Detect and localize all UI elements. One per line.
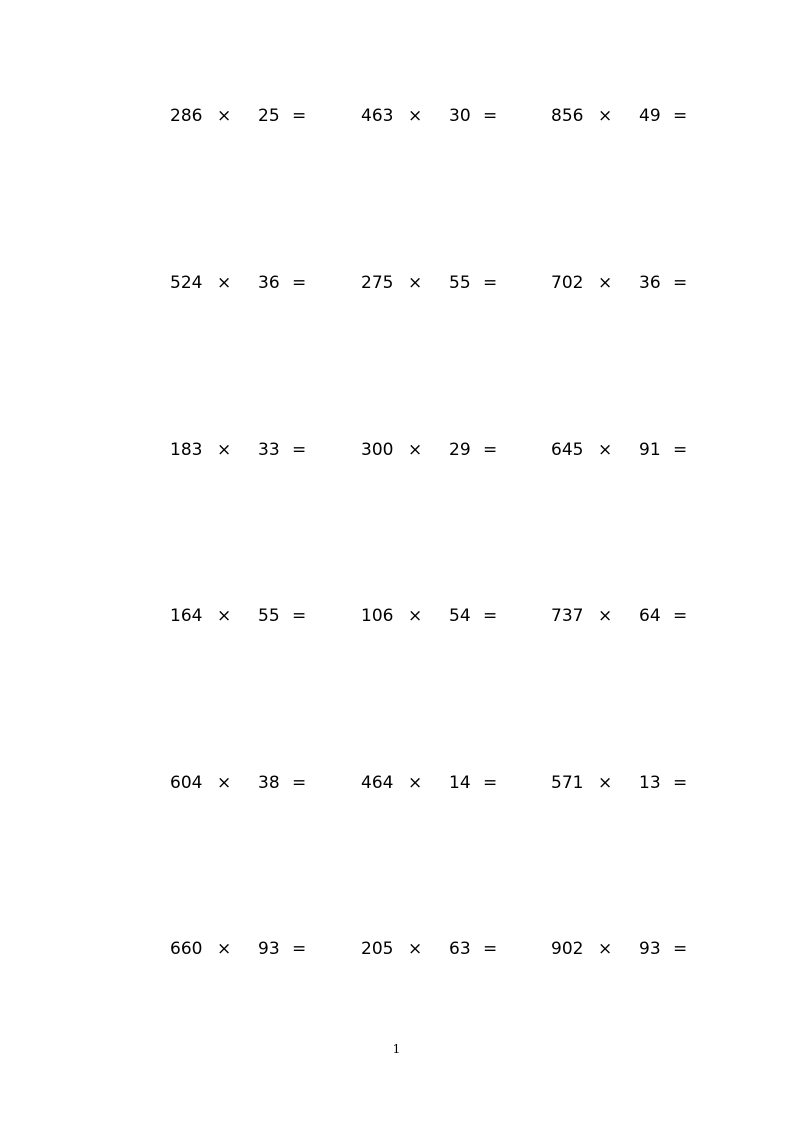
multiply-sign: × [408, 773, 423, 793]
multiply-sign: × [217, 273, 232, 293]
multiply-sign: × [408, 939, 423, 959]
multiplier: 49 [639, 106, 661, 126]
multiplication-problem [361, 934, 521, 964]
multiplication-problem [170, 268, 330, 298]
multiplication-problem [551, 768, 711, 798]
multiplicand: 856 [551, 106, 584, 126]
multiplier: 30 [449, 106, 471, 126]
multiplication-problem [361, 101, 521, 131]
multiplier: 93 [258, 939, 280, 959]
multiplier: 38 [258, 773, 280, 793]
multiplication-problem [361, 435, 521, 465]
multiplicand: 286 [170, 106, 203, 126]
multiplicand: 464 [361, 773, 394, 793]
multiply-sign: × [408, 106, 423, 126]
multiplication-problem [551, 101, 711, 131]
multiplicand: 275 [361, 273, 394, 293]
multiplier: 91 [639, 440, 661, 460]
equals-sign: = [673, 106, 688, 126]
multiplier: 64 [639, 606, 661, 626]
multiplicand: 660 [170, 939, 203, 959]
problem-row [0, 268, 793, 298]
problem-row [0, 934, 793, 964]
multiplicand: 571 [551, 773, 584, 793]
equals-sign: = [673, 939, 688, 959]
multiplication-problem [170, 768, 330, 798]
multiplication-problem [361, 268, 521, 298]
equals-sign: = [483, 273, 498, 293]
multiplication-problem [170, 101, 330, 131]
multiplier: 36 [639, 273, 661, 293]
multiplier: 93 [639, 939, 661, 959]
multiply-sign: × [598, 773, 613, 793]
multiply-sign: × [408, 440, 423, 460]
multiplication-problem [551, 435, 711, 465]
multiplicand: 902 [551, 939, 584, 959]
multiplication-problem [170, 934, 330, 964]
equals-sign: = [292, 106, 307, 126]
multiplier: 55 [449, 273, 471, 293]
multiplier: 36 [258, 273, 280, 293]
equals-sign: = [673, 273, 688, 293]
multiplication-problem [170, 601, 330, 631]
equals-sign: = [483, 773, 498, 793]
equals-sign: = [292, 939, 307, 959]
multiplication-problem [361, 768, 521, 798]
multiply-sign: × [408, 606, 423, 626]
multiply-sign: × [217, 773, 232, 793]
multiplier: 29 [449, 440, 471, 460]
multiplicand: 737 [551, 606, 584, 626]
multiply-sign: × [598, 939, 613, 959]
multiply-sign: × [598, 273, 613, 293]
multiplicand: 183 [170, 440, 203, 460]
equals-sign: = [673, 440, 688, 460]
multiplicand: 300 [361, 440, 394, 460]
multiplier: 25 [258, 106, 280, 126]
multiplication-problem [551, 601, 711, 631]
problem-row [0, 101, 793, 131]
multiply-sign: × [598, 106, 613, 126]
multiplication-problem [361, 601, 521, 631]
multiplicand: 463 [361, 106, 394, 126]
equals-sign: = [673, 606, 688, 626]
multiplication-problem [551, 268, 711, 298]
multiplier: 54 [449, 606, 471, 626]
multiplicand: 106 [361, 606, 394, 626]
equals-sign: = [292, 273, 307, 293]
equals-sign: = [483, 106, 498, 126]
problem-row [0, 768, 793, 798]
multiply-sign: × [217, 106, 232, 126]
page-number: 1 [392, 1042, 401, 1056]
multiplier: 63 [449, 939, 471, 959]
multiplicand: 702 [551, 273, 584, 293]
equals-sign: = [483, 440, 498, 460]
problem-row [0, 601, 793, 631]
multiplicand: 164 [170, 606, 203, 626]
multiplicand: 604 [170, 773, 203, 793]
multiply-sign: × [598, 606, 613, 626]
multiply-sign: × [217, 440, 232, 460]
multiplicand: 524 [170, 273, 203, 293]
multiply-sign: × [408, 273, 423, 293]
equals-sign: = [292, 440, 307, 460]
equals-sign: = [483, 606, 498, 626]
equals-sign: = [483, 939, 498, 959]
multiplier: 13 [639, 773, 661, 793]
multiply-sign: × [217, 939, 232, 959]
multiply-sign: × [217, 606, 232, 626]
multiplicand: 205 [361, 939, 394, 959]
multiplication-problem [170, 435, 330, 465]
multiplier: 14 [449, 773, 471, 793]
multiply-sign: × [598, 440, 613, 460]
equals-sign: = [673, 773, 688, 793]
equals-sign: = [292, 606, 307, 626]
equals-sign: = [292, 773, 307, 793]
multiplier: 33 [258, 440, 280, 460]
multiplication-problem [551, 934, 711, 964]
problem-row [0, 435, 793, 465]
multiplier: 55 [258, 606, 280, 626]
multiplicand: 645 [551, 440, 584, 460]
